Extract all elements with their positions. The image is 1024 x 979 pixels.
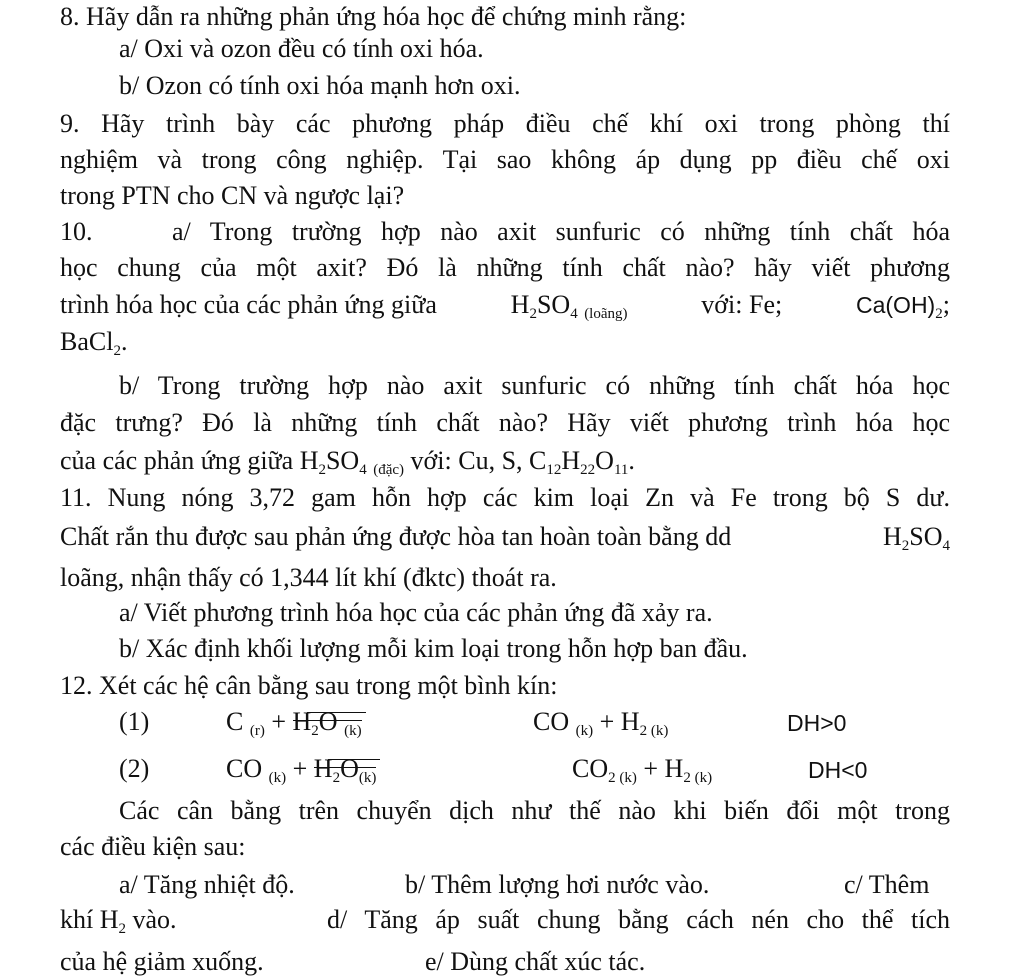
q10-a-line-3-text: trình hóa học của các phản ứng giữa bbox=[60, 290, 437, 319]
q12-option-d: d/ Tăng áp suất chung bằng cách nén cho thể tích bbox=[327, 905, 950, 934]
q9-line-1: 9. Hãy trình bày các phương pháp điều chế khí oxi trong phòng thí bbox=[60, 109, 950, 138]
q11-option-a: a/ Viết phương trình hóa học của các phản ứng đã xảy ra. bbox=[119, 598, 713, 627]
eq1-water-struck: $H_2O$ $_{(k)}$ bbox=[292, 707, 362, 739]
eq1-products: CO $_{(k)} + H_{2 (k)}$ bbox=[533, 707, 669, 739]
eq1-reactants: C $_{(r)} + H_2O$ $_{(k)}$ bbox=[226, 707, 362, 739]
q11-line-2 bbox=[60, 520, 950, 554]
q12-option-d-cont: của hệ giảm xuống. bbox=[60, 947, 264, 976]
q10-b-line-3-text: của các phản ứng giữa bbox=[60, 446, 294, 475]
q10-a-with: với: Fe; bbox=[701, 290, 783, 319]
q10-b-line-1: b/ Trong trường hợp nào axit sunfuric có những tính chất hóa học bbox=[119, 371, 950, 400]
q10-b-line-2: đặc trưng? Đó là những tính chất nào? Hãy viết phương trình hóa học bbox=[60, 408, 950, 437]
q12-option-e: e/ Dùng chất xúc tác. bbox=[425, 947, 646, 976]
q9-line-2: nghiệm và trong công nghiệp. Tại sao không áp dụng pp điều chế oxi bbox=[60, 145, 950, 174]
q11-line-2-text: Chất rắn thu được sau phản ứng được hòa tan hoàn toàn bằng dd bbox=[60, 522, 732, 551]
q10-b-reactants: với: Cu, S, $C_{12}H_{22}O_{11}$. bbox=[410, 446, 635, 478]
q12-option-b: b/ Thêm lượng hơi nước vào. bbox=[405, 870, 710, 899]
eq2-label: (2) bbox=[119, 754, 150, 783]
q12-stem: 12. Xét các hệ cân bằng sau trong một bình kín: bbox=[60, 671, 558, 700]
q12-body-1: Các cân bằng trên chuyển dịch như thế nào khi biến đổi một trong bbox=[119, 796, 950, 825]
q10-a-line-2: học chung của một axit? Đó là những tính chất nào? hãy viết phương bbox=[60, 253, 950, 282]
q11-line-3: loãng, nhận thấy có 1,344 lít khí (đktc) thoát ra. bbox=[60, 563, 557, 592]
q12-option-a: a/ Tăng nhiệt độ. bbox=[119, 870, 295, 899]
h2so4-conc-formula: $H_2SO_4$ $_{(đặc)}$ bbox=[299, 446, 405, 478]
q10-a-line-3 bbox=[60, 288, 950, 322]
q8-option-b: b/ Ozon có tính oxi hóa mạnh hơn oxi. bbox=[119, 71, 521, 100]
q12-option-c-cont: khí $H_2$ vào. bbox=[60, 905, 177, 937]
eq1-enthalpy: DH>0 bbox=[787, 710, 847, 736]
q11-option-b: b/ Xác định khối lượng mỗi kim loại trong hỗn hợp ban đầu. bbox=[119, 634, 748, 663]
q9-line-3: trong PTN cho CN và ngược lại? bbox=[60, 181, 405, 210]
q8-option-a: a/ Oxi và ozon đều có tính oxi hóa. bbox=[119, 34, 484, 63]
q8-stem: 8. Hãy dẫn ra những phản ứng hóa học để chứng minh rằng: bbox=[60, 2, 687, 31]
q10-a-line-1: a/ Trong trường hợp nào axit sunfuric có những tính chất hóa bbox=[172, 217, 950, 246]
eq2-reactants: CO $_{(k)} + H_2O_{(k)}$ bbox=[226, 754, 377, 786]
condition-conc: (đặc) bbox=[373, 462, 405, 478]
eq2-enthalpy: DH<0 bbox=[808, 757, 868, 783]
q10-b-line-3 bbox=[60, 444, 635, 478]
q10-number: 10. bbox=[60, 217, 93, 246]
q12-option-c: c/ Thêm bbox=[844, 870, 930, 899]
caoh2-formula: $Ca(OH)_2$; bbox=[856, 290, 950, 322]
h2so4-formula: $H_2SO_4$ bbox=[882, 522, 950, 554]
q12-body-2: các điều kiện sau: bbox=[60, 832, 246, 861]
h2so4-dilute-formula: $H_2SO_4$ $_{(loãng)}$ bbox=[510, 290, 628, 322]
condition-dilute: (loãng) bbox=[584, 306, 628, 322]
bacl2-formula: BaCl$_2$. bbox=[60, 327, 128, 359]
eq1-label: (1) bbox=[119, 707, 150, 736]
eq2-products: $CO_{2 (k)} + H_{2 (k)}$ bbox=[572, 754, 713, 786]
q11-line-1: 11. Nung nóng 3,72 gam hỗn hợp các kim loại Zn và Fe trong bộ S dư. bbox=[60, 483, 950, 512]
eq2-water-struck: $H_2O_{(k)}$ bbox=[313, 754, 377, 786]
